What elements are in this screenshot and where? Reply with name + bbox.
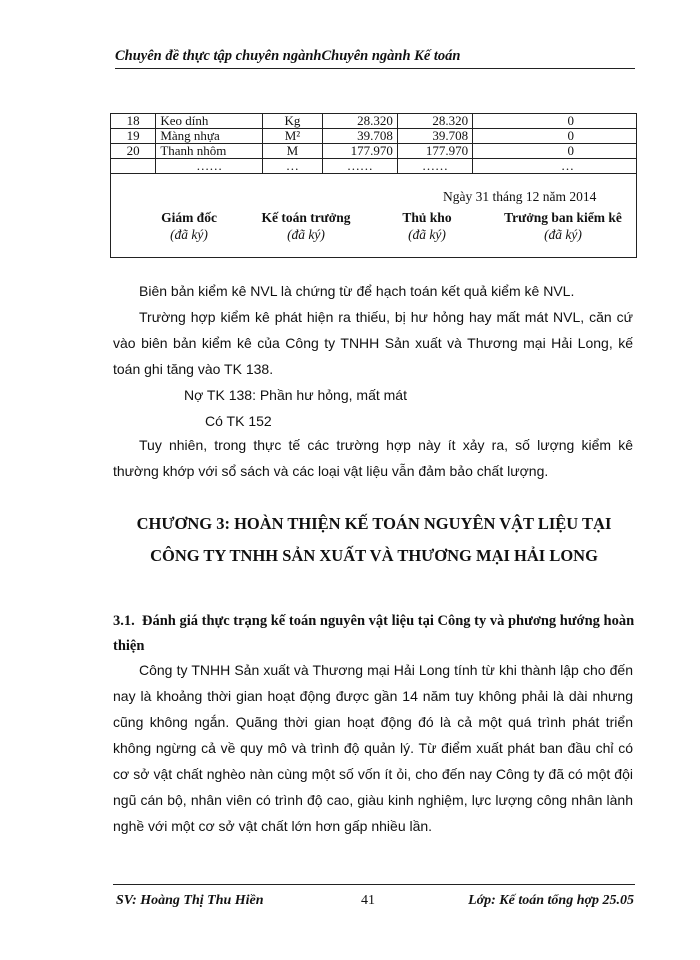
section-number: 3.1. bbox=[113, 613, 135, 629]
table-row bbox=[111, 114, 637, 129]
chapter-title-line-1: CHƯƠNG 3: HOÀN THIỆN KẾ TOÁN NGUYÊN VẬT LIỆU TẠI bbox=[136, 514, 612, 533]
actual-quantity: 39.708 bbox=[397, 129, 472, 144]
paragraph-company-history: Công ty TNHH Sản xuất và Thương mại Hải Long tính từ khi thành lập cho đến nay là khoảng thời gian hoạt động được gần 14 năm tuy không phải là dài nhưng cũng không ngắn. Quãng thời gian hoạt động đó là cả một quá trình phát triển không ngừng cả về quy mô và trình độ quản lý. Từ điểm xuất phát ban đầu chỉ có cơ sở vật chất nghèo nàn cùng một số vốn ít ỏi, cho đến nay Công ty đã có một đội ngũ cán bộ, nhân viên có trình độ cao, giàu kinh nghiệm, lực lượng công nhân lành nghề với một cơ sở vật chất lớn hơn gấp nhiều lần. bbox=[113, 662, 633, 834]
signer-role: Thủ kho bbox=[402, 210, 452, 225]
chapter-title-line-2: CÔNG TY TNHH SẢN XUẤT VÀ THƯƠNG MẠI HẢI LONG bbox=[150, 546, 598, 565]
actual-quantity: …… bbox=[397, 159, 472, 174]
page-number: 41 bbox=[361, 893, 375, 908]
inventory-table-box bbox=[110, 113, 637, 258]
table-row bbox=[111, 129, 637, 144]
unit: M² bbox=[263, 129, 323, 144]
student-name: SV: Hoàng Thị Thu Hiền bbox=[116, 893, 264, 908]
actual-quantity: 28.320 bbox=[397, 114, 472, 129]
actual-quantity: 177.970 bbox=[397, 144, 472, 159]
footer-divider bbox=[113, 884, 635, 885]
book-quantity: …… bbox=[322, 159, 397, 174]
debit-entry: Nợ TK 138: Phần hư hỏng, mất mát bbox=[184, 387, 407, 403]
credit-entry: Có TK 152 bbox=[205, 413, 272, 429]
row-number: 20 bbox=[111, 144, 156, 159]
difference: 0 bbox=[473, 144, 637, 159]
paragraph-shortage-handling: Trường hợp kiểm kê phát hiện ra thiếu, bị hư hỏng hay mất mát NVL, căn cứ vào biên bản kiểm kê của Công ty TNHH Sản xuất và Thương mại Hải Long, kế toán ghi tăng vào TK 138. bbox=[113, 309, 633, 377]
signed-status: (đã ký) bbox=[170, 227, 208, 242]
unit: … bbox=[263, 159, 323, 174]
table-row bbox=[111, 144, 637, 159]
row-number bbox=[111, 159, 156, 174]
book-quantity: 39.708 bbox=[322, 129, 397, 144]
difference: 0 bbox=[473, 129, 637, 144]
section-heading bbox=[113, 609, 635, 659]
row-number: 18 bbox=[111, 114, 156, 129]
signer-inventory-head bbox=[491, 210, 635, 243]
signer-storekeeper bbox=[385, 210, 469, 243]
section-title: Đánh giá thực trạng kế toán nguyên vật liệu tại Công ty và phương hướng hoàn thiện bbox=[113, 613, 635, 654]
signed-status: (đã ký) bbox=[544, 227, 582, 242]
signed-status: (đã ký) bbox=[287, 227, 325, 242]
unit: M bbox=[263, 144, 323, 159]
page-header bbox=[115, 48, 635, 69]
signer-role: Kế toán trưởng bbox=[261, 210, 351, 225]
header-title: Chuyên đề thực tập chuyên ngànhChuyên ngành Kế toán bbox=[115, 48, 461, 64]
difference: … bbox=[473, 159, 637, 174]
signer-chief-accountant bbox=[243, 210, 369, 243]
paragraph-practice-note: Tuy nhiên, trong thực tế các trường hợp này ít xảy ra, số lượng kiểm kê thường khớp với sổ sách và các loại vật liệu vẫn đảm bảo chất lượng. bbox=[113, 437, 633, 479]
signer-director bbox=[139, 210, 239, 243]
signed-status: (đã ký) bbox=[408, 227, 446, 242]
material-name: Keo dính bbox=[156, 114, 263, 129]
page-footer bbox=[116, 893, 634, 909]
material-name: Thanh nhôm bbox=[156, 144, 263, 159]
chapter-heading bbox=[113, 508, 635, 572]
signer-role: Trưởng ban kiểm kê bbox=[504, 210, 622, 225]
difference: 0 bbox=[473, 114, 637, 129]
paragraph-inventory-record: Biên bản kiểm kê NVL là chứng từ để hạch toán kết quả kiểm kê NVL. bbox=[139, 283, 575, 299]
class-name: Lớp: Kế toán tổng hợp 25.05 bbox=[468, 893, 634, 908]
signer-role: Giám đốc bbox=[161, 210, 217, 225]
book-quantity: 177.970 bbox=[322, 144, 397, 159]
material-name: …… bbox=[156, 159, 263, 174]
table-row bbox=[111, 159, 637, 174]
row-number: 19 bbox=[111, 129, 156, 144]
book-quantity: 28.320 bbox=[322, 114, 397, 129]
unit: Kg bbox=[263, 114, 323, 129]
sign-date: Ngày 31 tháng 12 năm 2014 bbox=[443, 189, 597, 204]
material-name: Màng nhựa bbox=[156, 129, 263, 144]
inventory-table bbox=[110, 114, 637, 174]
